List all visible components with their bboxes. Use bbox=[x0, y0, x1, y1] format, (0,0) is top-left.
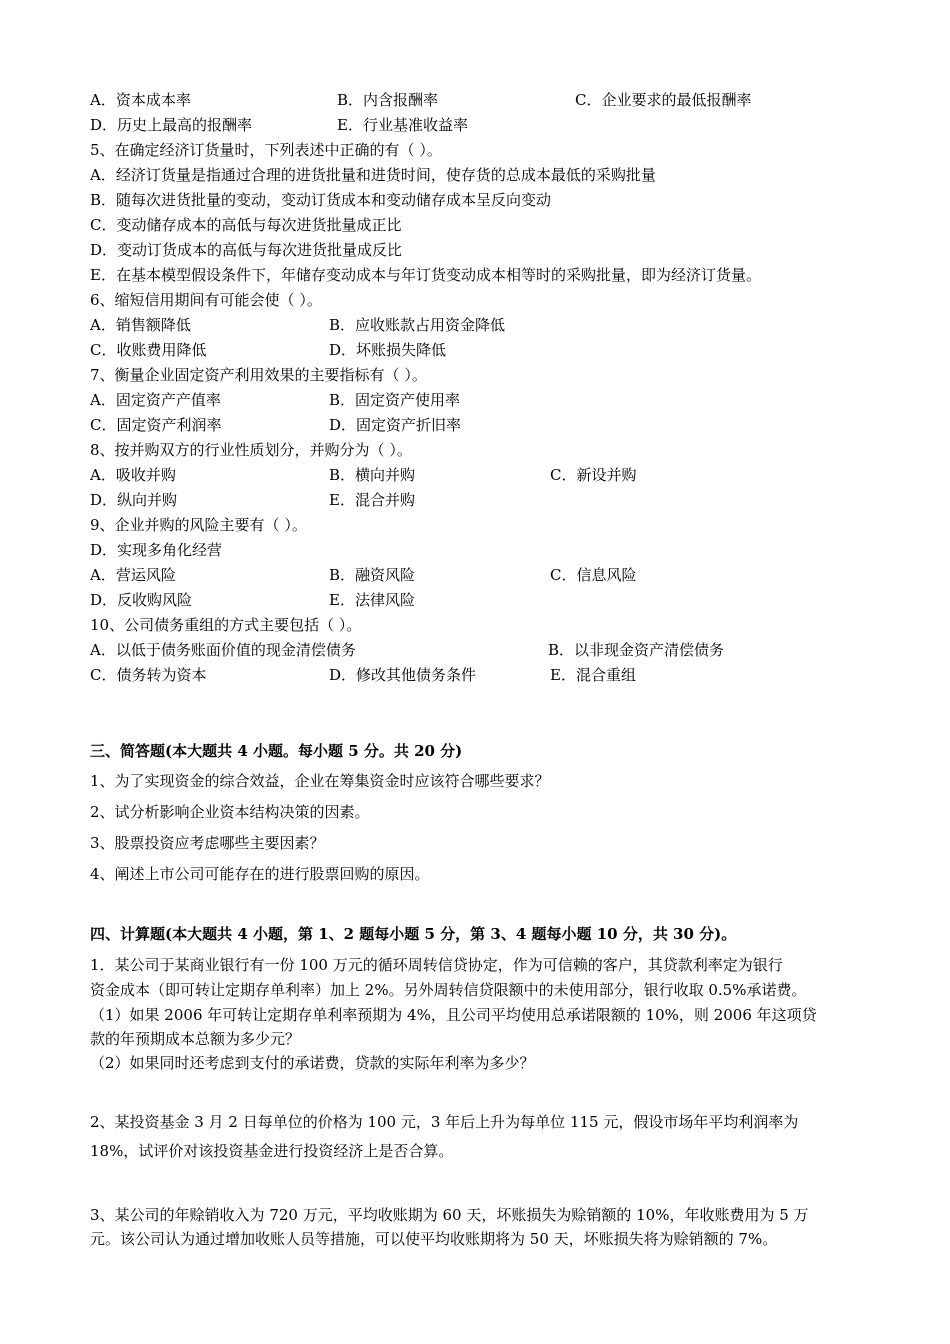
q4-option-d: D．历史上最高的报酬率 bbox=[90, 116, 253, 134]
q10-option-c: C．债务转为资本 bbox=[90, 666, 207, 684]
problem3-line2: 元。该公司认为通过增加收账人员等措施，可以使平均收账期将为 50 天，坏账损失将为赊销额的 7%。 bbox=[90, 1230, 778, 1248]
q8-option-c: C．新设并购 bbox=[550, 466, 637, 484]
q9-option-b: B．融资风险 bbox=[329, 566, 416, 584]
q8-stem: 8、按并购双方的行业性质划分，并购分为（ ）。 bbox=[90, 441, 412, 459]
q9-option-c: C．信息风险 bbox=[550, 566, 637, 584]
problem3-line1: 3、某公司的年赊销收入为 720 万元，平均收账期为 60 天，坏账损失为赊销额的 10%，年收账费用为 5 万 bbox=[90, 1206, 809, 1224]
q8-option-d: D．纵向并购 bbox=[90, 491, 178, 509]
q8-option-e: E．混合并购 bbox=[329, 491, 415, 509]
q7-option-c: C．固定资产利润率 bbox=[90, 416, 222, 434]
q10-option-a: A．以低于债务账面价值的现金清偿债务 bbox=[90, 641, 356, 659]
q5-option-e: E．在基本模型假设条件下，年储存变动成本与年订货变动成本相等时的采购批量，即为经济订货量。 bbox=[90, 266, 761, 284]
q9-stem: 9、企业并购的风险主要有（ ）。 bbox=[90, 516, 307, 534]
q4-option-b: B．内含报酬率 bbox=[337, 91, 439, 109]
q5-option-b: B．随每次进货批量的变动，变动订货成本和变动储存成本呈反向变动 bbox=[90, 191, 552, 209]
q5-stem: 5、在确定经济订货量时，下列表述中正确的有（ ）。 bbox=[90, 141, 442, 159]
section3-item-2: 2、试分析影响企业资本结构决策的因素。 bbox=[90, 803, 370, 821]
section4-title: 四、计算题(本大题共 4 小题，第 1、2 题每小题 5 分，第 3、4 题每小题 10 分，共 30 分)。 bbox=[90, 925, 737, 943]
q4-option-c: C．企业要求的最低报酬率 bbox=[575, 91, 752, 109]
q5-option-c: C．变动储存成本的高低与每次进货批量成正比 bbox=[90, 216, 402, 234]
section3-title: 三、简答题(本大题共 4 小题。每小题 5 分。共 20 分) bbox=[90, 742, 463, 760]
problem1-line4: 款的年预期成本总额为多少元？ bbox=[90, 1030, 301, 1048]
q9-option-e: E．法律风险 bbox=[329, 591, 415, 609]
q4-option-a: A．资本成本率 bbox=[90, 91, 191, 109]
q7-option-b: B．固定资产使用率 bbox=[329, 391, 461, 409]
q10-stem: 10、公司债务重组的方式主要包括（ ）。 bbox=[90, 616, 362, 634]
q7-stem: 7、衡量企业固定资产利用效果的主要指标有（ ）。 bbox=[90, 366, 427, 384]
q7-option-d: D．固定资产折旧率 bbox=[329, 416, 462, 434]
problem2-line2: 18%，试评价对该投资基金进行投资经济上是否合算。 bbox=[90, 1142, 454, 1160]
q6-option-a: A．销售额降低 bbox=[90, 316, 191, 334]
q4-option-e: E．行业基准收益率 bbox=[337, 116, 468, 134]
problem2-line1: 2、某投资基金 3 月 2 日每单位的价格为 100 元，3 年后上升为每单位 115 元，假设市场年平均利润率为 bbox=[90, 1113, 799, 1131]
q6-option-c: C．收账费用降低 bbox=[90, 341, 207, 359]
q10-option-b: B．以非现金资产清偿债务 bbox=[548, 641, 725, 659]
q6-option-d: D．坏账损失降低 bbox=[329, 341, 447, 359]
q9-extra-line: D．实现多角化经营 bbox=[90, 541, 223, 559]
q9-option-d: D．反收购风险 bbox=[90, 591, 193, 609]
section3-item-4: 4、阐述上市公司可能存在的进行股票回购的原因。 bbox=[90, 865, 430, 883]
q8-option-b: B．横向并购 bbox=[329, 466, 416, 484]
q7-option-a: A．固定资产产值率 bbox=[90, 391, 221, 409]
q10-option-e: E．混合重组 bbox=[550, 666, 636, 684]
q9-option-a: A．营运风险 bbox=[90, 566, 176, 584]
q6-stem: 6、缩短信用期间有可能会使（ ）。 bbox=[90, 291, 322, 309]
problem1-line1: 1．某公司于某商业银行有一份 100 万元的循环周转信贷协定，作为可信赖的客户，其贷款利率定为银行 bbox=[90, 956, 783, 974]
q5-option-a: A．经济订货量是指通过合理的进货批量和进货时间，使存货的总成本最低的采购批量 bbox=[90, 166, 656, 184]
problem1-line2: 资金成本（即可转让定期存单利率）加上 2%。另外周转信贷限额中的未使用部分，银行收取 0.5%承诺费。 bbox=[90, 981, 807, 999]
q10-option-d: D．修改其他债务条件 bbox=[329, 666, 477, 684]
q8-option-a: A．吸收并购 bbox=[90, 466, 176, 484]
section3-item-1: 1、为了实现资金的综合效益，企业在筹集资金时应该符合哪些要求？ bbox=[90, 772, 550, 790]
problem1-line3: （1）如果 2006 年可转让定期存单利率预期为 4%，且公司平均使用总承诺限额的 10%，则 2006 年这项贷 bbox=[90, 1006, 817, 1024]
q5-option-d: D．变动订货成本的高低与每次进货批量成反比 bbox=[90, 241, 403, 259]
section3-item-3: 3、股票投资应考虑哪些主要因素？ bbox=[90, 834, 325, 852]
problem1-line5: （2）如果同时还考虑到支付的承诺费，贷款的实际年利率为多少？ bbox=[90, 1054, 535, 1072]
q6-option-b: B．应收账款占用资金降低 bbox=[329, 316, 506, 334]
